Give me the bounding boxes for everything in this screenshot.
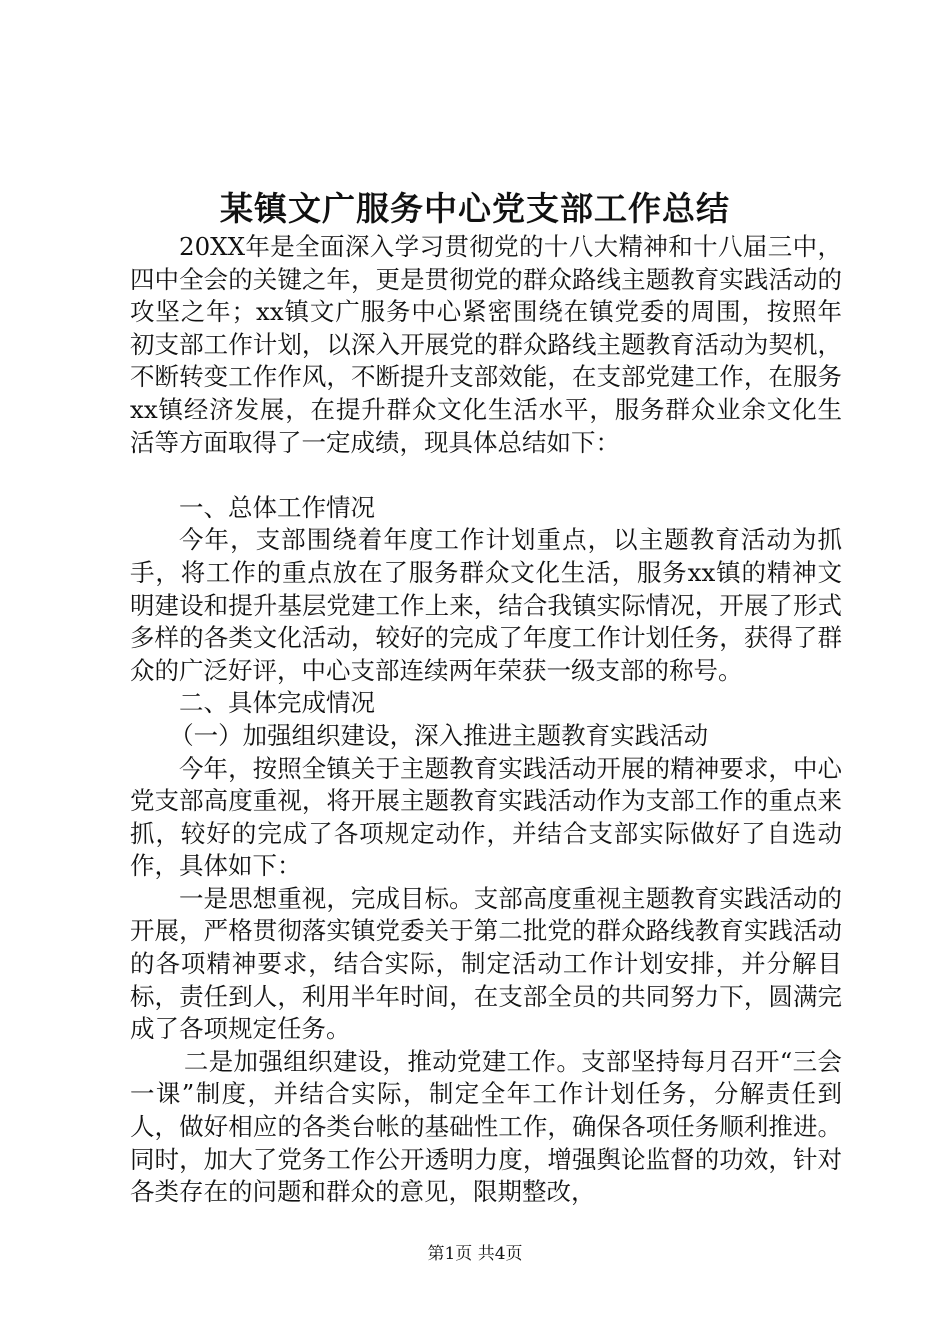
overall-paragraph: 今年，支部围绕着年度工作计划重点，以主题教育活动为抓手，将工作的重点放在了服务群众文化生活，服务xx镇的精神文明建设和提升基层党建工作上来，结合我镇实际情况，开展了形式多样的各类文化活动，较好的完成了年度工作计划任务，获得了群众的广泛好评，中心支部连续两年荣获一级支部的称号。 bbox=[130, 525, 842, 685]
organization-paragraph: 今年，按照全镇关于主题教育实践活动开展的精神要求，中心党支部高度重视，将开展主题教育实践活动作为支部工作的重点来抓，较好的完成了各项规定动作，并结合支部实际做好了自选动作，具体如下： bbox=[130, 753, 842, 881]
intro-paragraph: 20XX年是全面深入学习贯彻党的十八大精神和十八届三中，四中全会的关键之年，更是贯彻党的群众路线主题教育实践活动的攻坚之年；xx镇文广服务中心紧密围绕在镇党委的周围，按照年初支部工作计划，以深入开展党的群众路线主题教育活动为契机，不断转变工作作风，不断提升支部效能，在支部党建工作，在服务xx镇经济发展，在提升群众文化生活水平，服务群众业余文化生活等方面取得了一定成绩，现具体总结如下： bbox=[130, 232, 842, 457]
section-heading-details: 二、具体完成情况 bbox=[179, 688, 375, 718]
section-heading-overall: 一、总体工作情况 bbox=[179, 492, 375, 522]
page-number-footer: 第1页 共4页 bbox=[427, 1244, 523, 1264]
subsection-heading-organization: （一）加强组织建设，深入推进主题教育实践活动 bbox=[169, 720, 709, 750]
point-two-paragraph: 二是加强组织建设，推动党建工作。支部坚持每月召开“三会一课”制度，并结合实际，制定全年工作计划任务，分解责任到人，做好相应的各类台帐的基础性工作，确保各项任务顺利推进。同时，加大了党务工作公开透明力度，增强舆论监督的功效，针对各类存在的问题和群众的意见，限期整改， bbox=[130, 1046, 842, 1207]
point-one-paragraph: 一是思想重视，完成目标。支部高度重视主题教育实践活动的开展，严格贯彻落实镇党委关于第二批党的群众路线教育实践活动的各项精神要求，结合实际，制定活动工作计划安排，并分解目标，责任到人，利用半年时间，在支部全员的共同努力下，圆满完成了各项规定任务。 bbox=[130, 883, 842, 1044]
document-body bbox=[130, 231, 842, 1209]
document-title: 某镇文广服务中心党支部工作总结 bbox=[220, 189, 730, 228]
paragraph-spacer bbox=[130, 459, 842, 492]
